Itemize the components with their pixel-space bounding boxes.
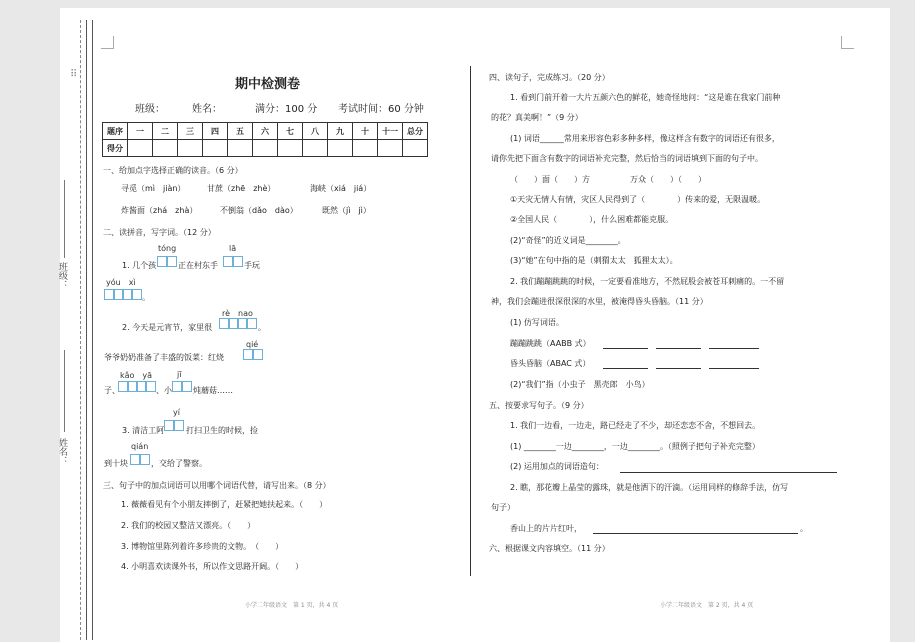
footer-page-2: 小学二年级语文 第 2 页，共 4 页 [660,602,754,609]
score-table-header-cell: 九 [328,123,353,140]
q1-heading: 一、给加点字选择正确的读音。（6 分） [103,166,243,175]
q4-text: ①天灾无情人有情，灾区人民得到了（ ）传来的爱，无限温暖。 [510,195,766,204]
score-table-header-cell: 十 [353,123,378,140]
score-input-cell[interactable] [403,140,428,157]
score-table-header-cell: 二 [153,123,178,140]
pinyin: rè nao [222,309,253,318]
q3-item: 1. 薇薇看见有个小朋友摔倒了，赶紧把她扶起来。（ ） [121,500,328,509]
answer-line[interactable] [603,368,648,369]
q1-item: 既然（jì jì） [322,206,371,215]
pinyin: lā [229,244,237,253]
q5-text: 香山上的片片红叶， [510,524,582,533]
score-input-cell[interactable] [378,140,403,157]
answer-box[interactable] [246,318,257,329]
q4-text: (2)“我们”指（小虫子 黑壳郎 小鸟） [510,380,650,389]
answer-line[interactable] [709,348,759,349]
answer-box[interactable] [181,381,192,392]
binding-line [92,20,93,640]
crop-mark [841,36,854,49]
binding-name-label: 姓名： [57,438,67,465]
q2-text: 打扫卫生的时候，捡 [186,426,258,435]
pinyin: yí [173,408,180,417]
q4-text: 神，我们会蹦进很深很深的水里，被淹得昏头昏脑。（11 分） [491,297,708,306]
score-input-cell[interactable] [203,140,228,157]
q1-item: 寻觅（mì jiàn） [121,184,186,193]
answer-box[interactable] [232,256,243,267]
info-class: 班级： [135,104,165,115]
q2-text: 子、 [104,386,120,395]
q6-heading: 六、根据课文内容填空。（11 分） [489,544,610,553]
score-table-header-cell: 题序 [103,123,128,140]
q2-text: ，交给了警察。 [151,459,207,468]
score-input-cell[interactable] [278,140,303,157]
score-input-cell[interactable] [153,140,178,157]
binding-name-line [64,350,65,432]
q2-text: 正在村东手 [178,261,218,270]
q4-text: (3)“她”在句中指的是（刺猬太太 狐狸太太）。 [510,256,678,265]
answer-box[interactable] [173,420,184,431]
q2-text: 。 [142,293,150,302]
answer-box[interactable] [252,349,263,360]
footer-page-1: 小学二年级语文 第 1 页，共 4 页 [245,602,339,609]
binding-dashed-line [80,20,81,640]
q2-text: 3. 清洁工阿 [122,426,165,435]
q4-text: ②全国人民（ ），什么困难都能克服。 [510,215,674,224]
pinyin: jī [177,370,182,379]
score-table-header-cell: 六 [253,123,278,140]
answer-line[interactable] [709,368,759,369]
answer-line[interactable] [620,472,837,473]
q5-text: (1) ________一边________，一边________。（照例子把句子补充完整） [510,442,760,451]
drag-handle-icon[interactable]: ⠿ [70,69,78,80]
binding-strip [60,8,96,642]
q5-text: 2. 瞧，那花瓣上晶莹的露珠，就是他洒下的汗滴。（运用同样的修辞手法，仿写 [510,483,789,492]
q1-item: 炸酱面（zhá zhà） [121,206,198,215]
q2-text: 到十块 [104,459,128,468]
q2-text: 手玩 [244,261,260,270]
score-input-cell[interactable] [253,140,278,157]
score-input-cell[interactable] [353,140,378,157]
q4-text: （ ）面（ ）方 万众（ ）（ ） [510,175,706,184]
q4-text: 请你先把下面含有数字的词语补充完整，然后恰当的词语填到下面的句子中。 [491,154,763,163]
binding-line [86,20,87,640]
answer-box[interactable] [131,289,142,300]
q3-item: 2. 我们的校园又整洁又漂亮。（ ） [121,521,256,530]
q2-text: 2. 今天是元宵节，家里很 [122,323,213,332]
q1-item: 不倒翁（dǎo dào） [220,206,298,215]
q4-text: (1) 仿写词语。 [510,318,564,327]
q4-text: 蹦蹦跳跳（AABB 式） [510,339,591,348]
q4-heading: 四、读句子，完成练习。（20 分） [489,73,610,82]
score-table-header-cell: 总分 [403,123,428,140]
score-table-header-cell: 七 [278,123,303,140]
q4-text: 1. 看到门前开着一大片五颜六色的鲜花，她奇怪地问：“这是谁在我家门前种 [510,93,781,102]
answer-box[interactable] [139,454,150,465]
info-time: 考试时间：60 分钟 [338,104,424,115]
score-table-header-cell: 十一 [378,123,403,140]
info-score: 满分：100 分 [255,104,318,115]
answer-line[interactable] [656,368,701,369]
score-input-cell[interactable] [303,140,328,157]
q2-text: 。 [258,323,266,332]
answer-box[interactable] [166,256,177,267]
pinyin: kǎo yā [120,371,153,380]
score-table-header-cell: 一 [128,123,153,140]
crop-mark [101,36,114,49]
q3-heading: 三、句子中的加点词语可以用哪个词语代替，请写出来。（8 分） [103,481,331,490]
pinyin: qián [131,442,149,451]
score-input-cell[interactable] [328,140,353,157]
q4-text: 的花？真美啊！”（9 分） [491,113,583,122]
q1-item: 甘蔗（zhē zhè） [207,184,276,193]
q4-text: 2. 我们蹦蹦跳跳的时候，一定要看准地方，不然屁股会被苍耳刺痛的。一不留 [510,277,785,286]
pinyin: yóu xì [106,278,136,287]
score-input-cell[interactable] [228,140,253,157]
q2-text: 1. 几个孩 [122,261,157,270]
answer-box[interactable] [145,381,156,392]
q2-heading: 二、读拼音，写字词。（12 分） [103,228,216,237]
pinyin: qié [246,340,259,349]
q2-text: 炖蘑菇…… [193,386,233,395]
score-input-cell[interactable] [178,140,203,157]
page-title: 期中检测卷 [235,77,301,92]
answer-line[interactable] [603,348,648,349]
q4-text: (1) 词语______常用来形容色彩多种多样，像这样含有数字的词语还有很多， [510,134,780,143]
column-divider [470,66,471,576]
score-table-header-cell: 四 [203,123,228,140]
info-name: 姓名： [192,104,222,115]
q4-text: (2)“奇怪”的近义词是________。 [510,236,626,245]
q3-item: 3. 博物馆里陈列着许多珍贵的文物。 （ ） [121,542,284,551]
pinyin: tóng [158,244,177,253]
q5-text: (2) 运用加点的词语造句： [510,462,604,471]
answer-line[interactable] [593,533,798,534]
q5-text: 1. 我们一边看，一边走，路已经走了不少，却还恋恋不舍，不想回去。 [510,421,761,430]
score-table-header-cell: 五 [228,123,253,140]
score-input-cell[interactable] [128,140,153,157]
score-table [102,122,428,157]
q5-text: 。 [800,524,808,533]
q5-text: 句子） [491,503,515,512]
score-table-header-cell: 三 [178,123,203,140]
score-row-label: 得分 [103,140,128,157]
q4-text: 昏头昏脑（ABAC 式） [510,359,591,368]
binding-class-label: 班级： [57,262,67,289]
q1-item: 海峡（xiá jiá） [310,184,372,193]
q3-item: 4. 小明喜欢读课外书，所以作文思路开阔。（ ） [121,562,304,571]
score-table-header-cell: 八 [303,123,328,140]
q5-heading: 五、按要求写句子。（9 分） [489,401,589,410]
answer-line[interactable] [656,348,701,349]
q2-text: 、小 [156,386,172,395]
q2-text: 爷爷奶奶准备了丰盛的饭菜：红烧 [104,353,224,362]
binding-class-line [64,180,65,258]
